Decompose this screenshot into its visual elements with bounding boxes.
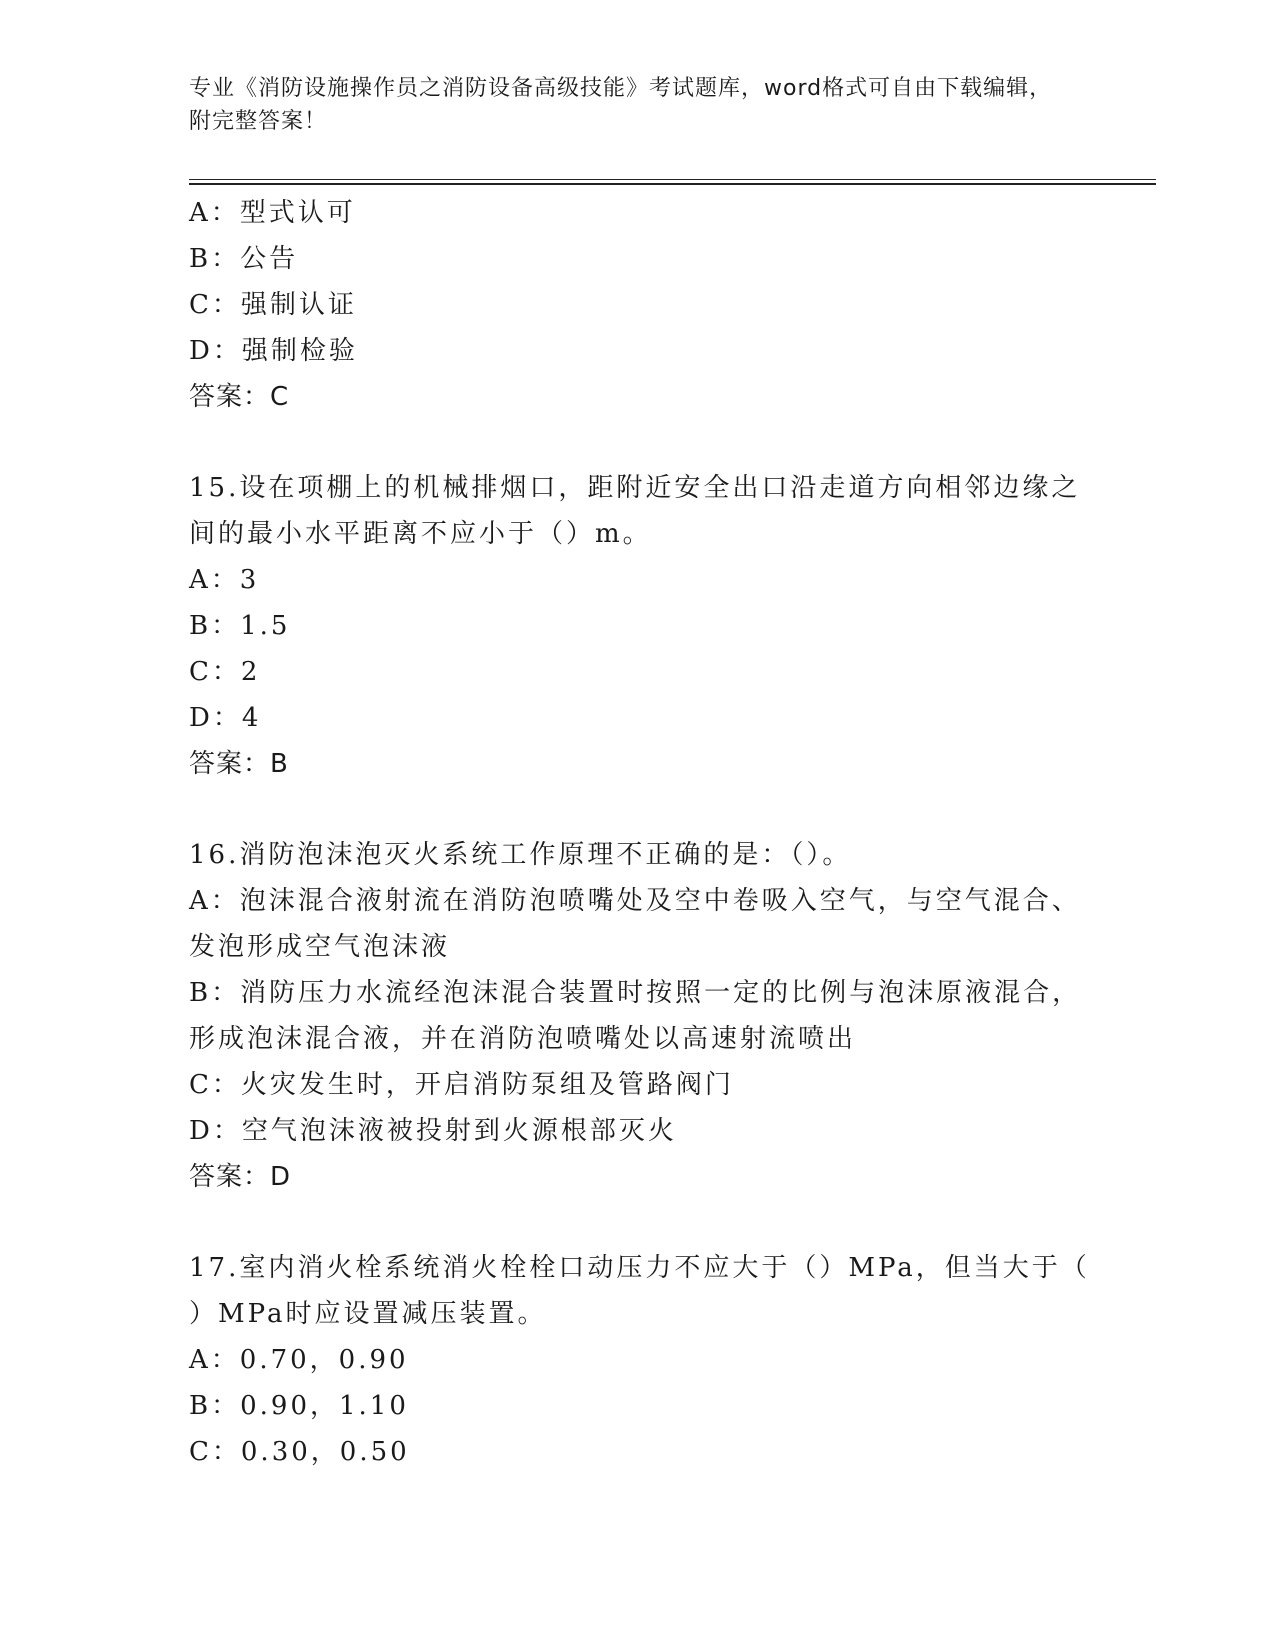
option-b: B：公告	[189, 244, 299, 274]
option-a: A：3	[189, 565, 260, 595]
header-divider-thin	[189, 179, 1156, 180]
question-stem-line: 间的最小水平距离不应小于（）m。	[189, 519, 652, 549]
question-stem-line: 17.室内消火栓系统消火栓栓口动压力不应大于（）MPa，但当大于（	[189, 1253, 1090, 1283]
answer-line: 答案：B	[189, 749, 289, 779]
option-a: A：型式认可	[189, 198, 356, 228]
option-b: B：0.90，1.10	[189, 1391, 409, 1421]
option-b: B：1.5	[189, 611, 291, 641]
question-17-block	[189, 1245, 1089, 1475]
option-a: A：0.70，0.90	[189, 1345, 409, 1375]
question-stem-line: 16.消防泡沫泡灭火系统工作原理不正确的是：（）。	[189, 840, 852, 870]
option-a-continued: 发泡形成空气泡沫液	[189, 932, 451, 962]
document-header	[189, 72, 1069, 138]
answer-line: 答案：D	[189, 1162, 292, 1192]
option-c: C：2	[189, 657, 261, 687]
question-stem-line: ）MPa时应设置减压装置。	[189, 1299, 547, 1329]
header-text: 专业《消防设施操作员之消防设备高级技能》考试题库，word格式可自由下载编辑，附完整答案！	[189, 76, 1053, 134]
option-c: C：0.30，0.50	[189, 1437, 410, 1467]
option-c: C：火灾发生时，开启消防泵组及管路阀门	[189, 1070, 734, 1100]
option-d: D：空气泡沫液被投射到火源根部灭火	[189, 1116, 677, 1146]
header-divider-thick	[189, 183, 1156, 185]
option-b-continued: 形成泡沫混合液，并在消防泡喷嘴处以高速射流喷出	[189, 1024, 857, 1054]
question-stem-line: 15.设在项棚上的机械排烟口，距附近安全出口沿走道方向相邻边缘之	[189, 473, 1081, 503]
question-16-block	[189, 832, 1089, 1200]
question-15-block	[189, 465, 1089, 787]
option-d: D：4	[189, 703, 262, 733]
option-a: A：泡沫混合液射流在消防泡喷嘴处及空中卷吸入空气，与空气混合、	[189, 886, 1081, 916]
question-14-block	[189, 190, 1089, 420]
answer-line: 答案：C	[189, 382, 290, 412]
exam-content	[189, 190, 1089, 1475]
option-b: B：消防压力水流经泡沫混合装置时按照一定的比例与泡沫原液混合，	[189, 978, 1082, 1008]
option-d: D：强制检验	[189, 336, 358, 366]
option-c: C：强制认证	[189, 290, 357, 320]
